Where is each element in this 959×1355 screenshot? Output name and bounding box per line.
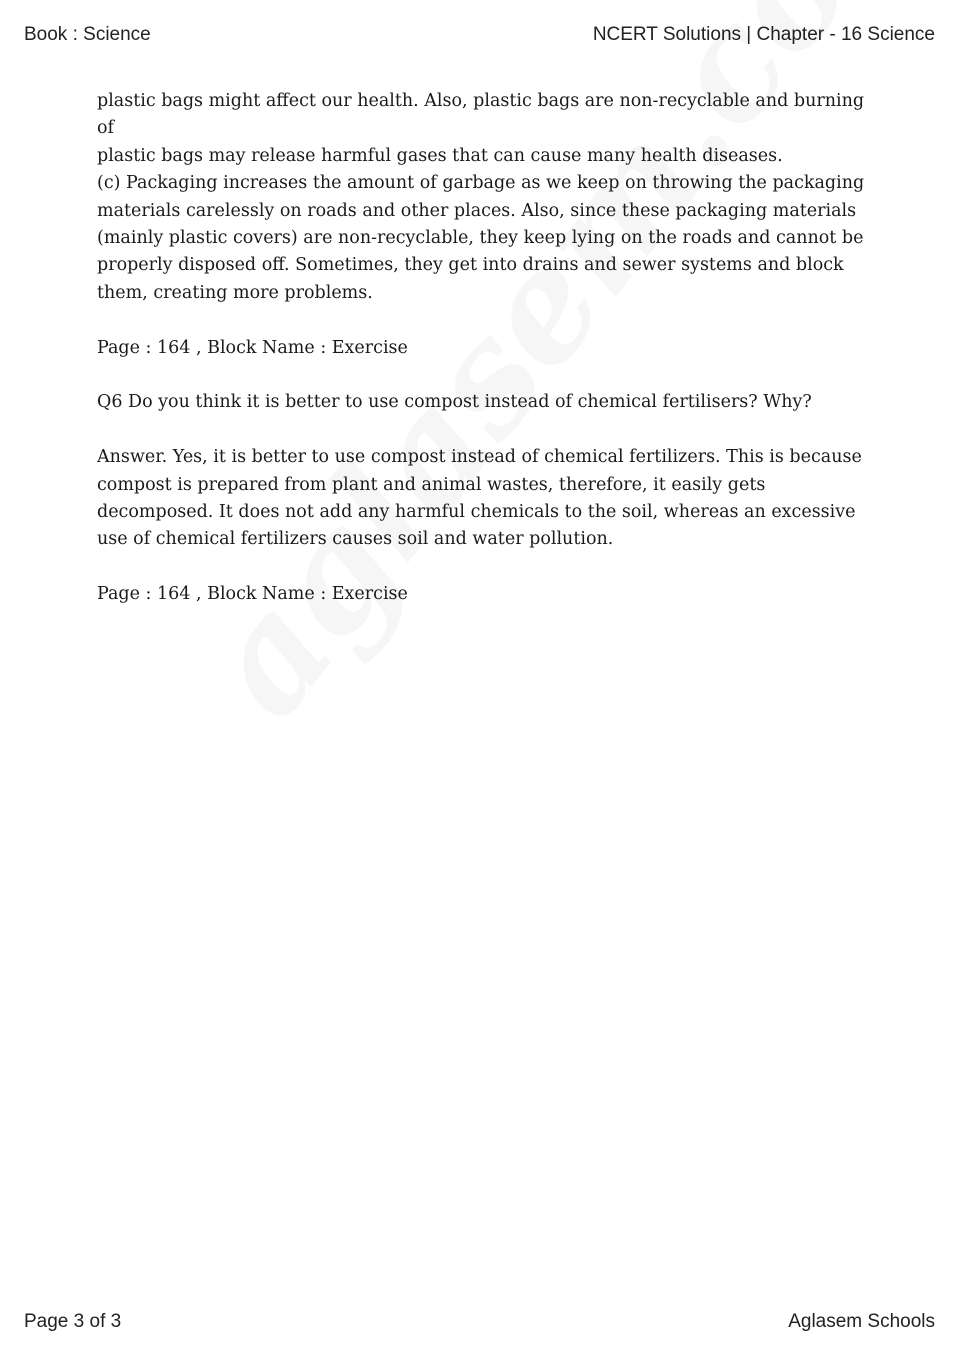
- page-number: Page 3 of 3: [24, 1311, 122, 1332]
- document-title: NCERT Solutions | Chapter - 16 Science: [592, 24, 935, 45]
- paragraph-line: plastic bags might affect our health. Also, plastic bags are non-recyclable and burning of: [97, 91, 865, 139]
- paragraph-line: plastic bags may release harmful gases that can cause many health diseases.: [97, 145, 783, 166]
- paragraph-packaging: (c) Packaging increases the amount of garbage as we keep on throwing the packaging materials carelessly on roads and other places. Also, since these packaging materials (mainly plastic covers) are non-recyclable, they keep lying on the roads and cannot be properly disposed off. Sometimes, they get into drains and sewer systems and block them, creating more problems.: [97, 173, 865, 303]
- document-body: [97, 88, 867, 636]
- page-header: [24, 24, 935, 46]
- question-text: Q6 Do you think it is better to use compost instead of chemical fertilisers? Why?: [97, 392, 812, 413]
- publisher-name: Aglasem Schools: [788, 1311, 935, 1332]
- paragraph-continuation: [97, 88, 867, 307]
- page-reference: Page : 164 , Block Name : Exercise: [97, 584, 408, 605]
- page-footer: [24, 1311, 935, 1333]
- page-reference: Page : 164 , Block Name : Exercise: [97, 337, 408, 358]
- answer-text: Answer. Yes, it is better to use compost instead of chemical fertilizers. This is because compost is prepared from plant and animal wastes, therefore, it easily gets decomposed. It does not add any harmful chemicals to the soil, whereas an excessive use of chemical fertilizers causes soil and water pollution.: [97, 447, 862, 550]
- book-title: Book : Science: [24, 24, 151, 45]
